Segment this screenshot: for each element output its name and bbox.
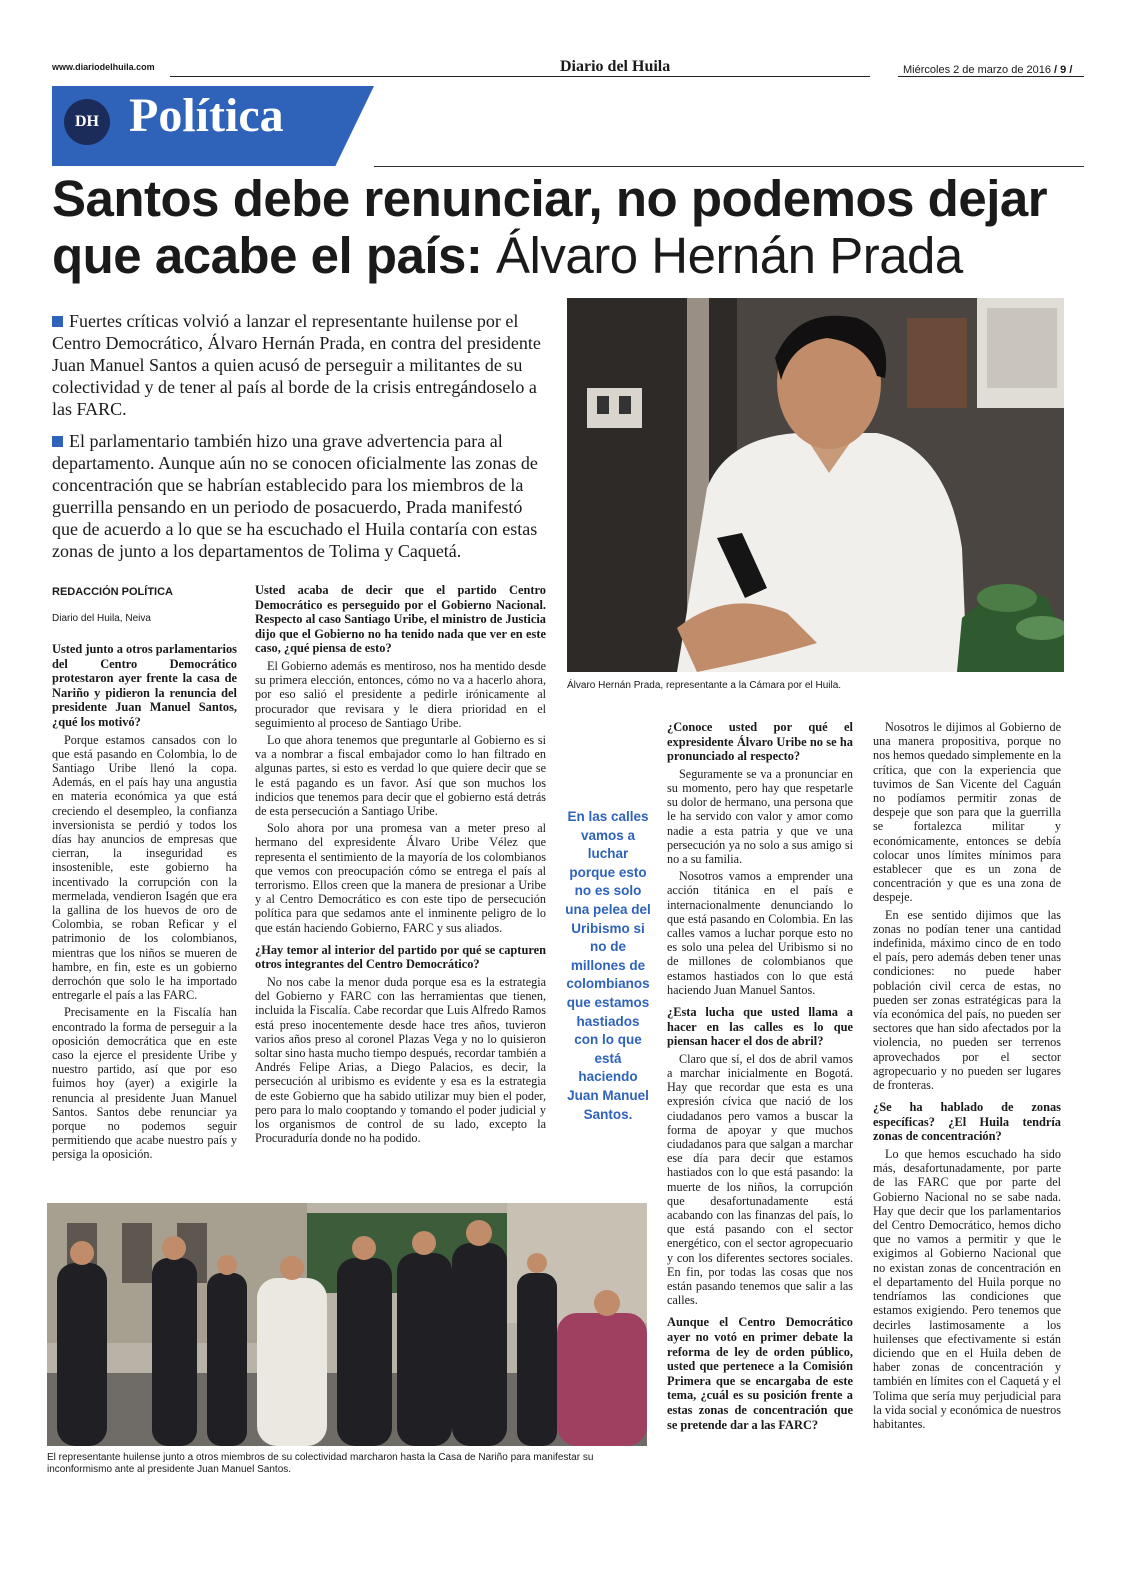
question: Aunque el Centro Democrático ayer no votó en primer debate la reforma de ley de orden público, usted que pertenece a la Comisión Primera que se encargaba de este tema, ¿cuál es su posición frente a estas zonas de concentración que se pretende dar a las FARC? xyxy=(667,1315,853,1432)
article-column-2 xyxy=(255,583,546,1148)
answer-paragraph: Nosotros le dijimos al Gobierno de una manera propositiva, porque no nos hemos quedado simplemente en la crítica, que con la experiencia que tuvimos de San Vicente del Caguán no podíamos permitir zonas de despeje que son para que la guerrilla se fortalezca militar y económicamente, entonces se debía colocar unos límites mínimos para establecer que es un zona de concentración y que es una zona de despeje. xyxy=(873,720,1061,905)
answer-paragraph: Nosotros vamos a emprender una acción titánica en el país e internacionalmente denunciando lo que está pasando en Colombia. En las calles vamos a luchar porque esto no es solo una pelea del Uribismo si no de millones de colombianos que estamos hastiados con lo que está haciendo Juan Manuel Santos. xyxy=(667,869,853,997)
bullet-square-icon xyxy=(52,436,63,447)
newspaper-name: Diario del Huila xyxy=(560,58,671,75)
march-caption: El representante huilense junto a otros miembros de su colectividad marcharon hasta la Casa de Nariño para manifestar su inconformismo ante al presidente Juan Manuel Santos. xyxy=(47,1452,594,1475)
issue-date xyxy=(903,64,1072,76)
lead-text-2: El parlamentario también hizo una grave advertencia para al departamento. Aunque aún no se conocen oficialmente las zonas de concentración que se habrían establecido para los miembros de la guerrilla pensando en un periodo de posacuerdo, Prada manifestó que de acuerdo a lo que se ha escuchado el Huila contaría con estas zonas de junto a los departamentos de Tolima y Caquetá. xyxy=(52,431,538,561)
banner-rule xyxy=(374,166,1084,167)
question: ¿Hay temor al interior del partido por qué se capturen otros integrantes del Centro Democrático? xyxy=(255,942,546,972)
header-rule xyxy=(170,76,870,77)
answer-paragraph: Lo que hemos escuchado ha sido más, desafortunadamente, por parte de las FARC que por parte del Gobierno Nacional no se sabe nada. Hay que decir que los parlamentarios del Centro Democrático, hemos dicho que no vamos a permitir y que le exigimos al Gobierno Nacional que no existan zonas de concentración en el departamento del Huila porque no tendríamos las condiciones que estamos exigiendo. Pero tenemos que decirles lastimosamente a los huilenses que efectivamente si están diciendo que en el Huila deben de haber zonas de concentración y también en límites con el Caquetá y el Tolima que sería muy perjudicial para la vida social y económica de nuestros habitantes. xyxy=(873,1147,1061,1431)
lead-paragraph-1 xyxy=(52,310,542,420)
portrait-photo xyxy=(567,298,1064,672)
bullet-square-icon xyxy=(52,316,63,327)
answer-paragraph: Solo ahora por una promesa van a meter preso al hermano del expresidente Álvaro Uribe Vélez que representa el sentimiento de la mayoría de los colombianos que vemos con preocupación cómo se entrega el país al terrorismo. Ellos creen que la manera de presionar a Uribe y al Centro Democrático es con este tipo de persecución política para que sedamos ante el inminente peligro de lo que están haciendo Gobierno, FARC y sus aliados. xyxy=(255,821,546,935)
question: ¿Se ha hablado de zonas específicas? ¿El Huila tendría zonas de concentración? xyxy=(873,1100,1061,1144)
headline xyxy=(52,170,1092,284)
site-url: www.diariodelhuila.com xyxy=(52,62,155,72)
dateline: Diario del Huila, Neiva xyxy=(52,613,151,624)
question: ¿Conoce usted por qué el expresidente Álvaro Uribe no se ha pronunciado al respecto? xyxy=(667,720,853,764)
section-title: Política xyxy=(129,89,284,142)
answer-paragraph: El Gobierno además es mentiroso, nos ha mentido desde su primera elección, entonces, cómo no va a hacerlo ahora, por eso salió el presidente a pedirle irónicamente al procurador que revisara y le diera prioridad en el seguimiento al proceso de Santiago Uribe. xyxy=(255,658,546,730)
headline-name: Álvaro Hernán Prada xyxy=(496,227,963,284)
march-illustration xyxy=(47,1203,647,1446)
answer-paragraph: En ese sentido dijimos que las zonas no podían tener una cantidad indefinida, máximo cinco de en todo el país, pero además deben tener unas condiciones: no puede haber población civil cerca de estas, no pueden ser zonas estratégicas para la vía económica del país, no pueden ser sectores que han sido afectados por la violencia, no pueden ser terrenos aprovechados por el sector agropecuario y no pueden ser lugares de fronteras. xyxy=(873,907,1061,1093)
answer-paragraph: Porque estamos cansados con lo que está pasando en Colombia, lo de Santiago Uribe llenó la copa. Además, en el país hay una angustia en materia económica ya que está creciendo el desempleo, la confianza inversionista se perdió y todos los días hay anuncios de empresas que cierran, la inseguridad es insostenible, este gobierno ha incentivado la corrupción con la mermelada, vendieron Isagén que era la gallina de los huevos de oro de Colombia, se roban Reficar y el patrimonio de los colombianos, mientras que los niños se mueren de hambre, en fin, este es un gobierno derrochón que solo le ha importado entregarle el país a las FARC. xyxy=(52,732,237,1003)
answer-paragraph: Claro que sí, el dos de abril vamos a marchar inicialmente en Bogotá. Hay que recordar que esta es una expresión cívica que nació de los ciudadanos pero vamos a buscar la forma de apoyar y que muchos ciudadanos para que salgan a marchar ese día para decir que estamos hastiados con lo que está pasando: la muerte de los niños, la corrupción que desafortunadamente está acabando con las finanzas del país, lo que está pasando con el sector energético, con el sector agropecuario y con los diferentes sectores sociales. En fin, por todas las cosas que nos están pasando tenemos que salir a las calles. xyxy=(667,1051,853,1308)
headline-main: Santos debe renunciar, no podemos dejar que acabe el país: xyxy=(52,170,1048,284)
answer-paragraph: Precisamente en la Fiscalía han encontrado la forma de perseguir a la oposición democrática que en este caso la ejerce el presidente Uribe y nuestro partido, así que por eso fuimos hoy (ayer) a exigirle la renuncia al presidente Juan Manuel Santos. Santos debe renunciar ya porque no podemos seguir permitiendo que acabe nuestro país y persiga la oposición. xyxy=(52,1005,237,1162)
lead-text-1: Fuertes críticas volvió a lanzar el representante huilense por el Centro Democrático, Álvaro Hernán Prada, en contra del presidente Juan Manuel Santos a quien acusó de perseguir a militantes de su colectividad y de tener al país al borde de la crisis entregándoselo a las FARC. xyxy=(52,311,541,419)
article-column-1 xyxy=(52,642,237,1165)
march-photo xyxy=(47,1203,647,1446)
lead-paragraph-2 xyxy=(52,430,542,562)
question: Usted acaba de decir que el partido Centro Democrático es perseguido por el Gobierno Nacional. Respecto al caso Santiago Uribe, el ministro de Justicia dijo que el Gobierno no ha tenido nada que ver en este caso, ¿qué piensa de esto? xyxy=(255,583,546,656)
page-number: / 9 / xyxy=(1054,64,1073,76)
question: ¿Esta lucha que usted llama a hacer en las calles es lo que piensan hacer el dos de abril? xyxy=(667,1005,853,1049)
question: Usted junto a otros parlamentarios del Centro Democrático protestaron ayer frente la casa de Nariño y pidieron la renuncia del presidente Juan Manuel Santos, ¿qué los motivó? xyxy=(52,642,237,729)
portrait-illustration xyxy=(567,298,1064,672)
byline: REDACCIÓN POLÍTICA xyxy=(52,586,173,598)
article-column-3 xyxy=(667,720,853,1435)
date-text: Miércoles 2 de marzo de 2016 xyxy=(903,64,1051,76)
dh-logo: DH xyxy=(64,99,110,145)
answer-paragraph: Lo que ahora tenemos que preguntarle al Gobierno es si va a nombrar a fiscal embajador como lo han filtrado en algunas partes, si esto es verdad lo que quiere decir que se le está pagando es un favor. Así que son muchos los indicios que tenemos para decir que el gobierno está detrás de esta persecución a Santiago Uribe. xyxy=(255,732,546,818)
answer-paragraph: No nos cabe la menor duda porque esa es la estrategia del Gobierno y FARC con las herramientas que tienen, incluida la Fiscalía. Cabe recordar que Luis Alfredo Ramos está preso inocentemente desde hace tres años, tuvieron varios años preso al coronel Plazas Vega y no lo quisieron soltar sino hasta mucho tiempo después, recordar también a Andrés Felipe Arias, a Diego Palacios, es decir, la persecución al uribismo es evidente y esa es la estrategia de este Gobierno que ha sabido utilizar muy bien el poder, pero para lo malo cooptando y tomando el poder judicial y los organismos de control de su lado, excepto la Procuraduría donde no ha podido. xyxy=(255,975,546,1146)
date-rule xyxy=(898,76,1084,77)
pull-quote: En las calles vamos a luchar porque esto no es solo una pelea del Uribismo si no de millones de colombianos que estamos hastiados con lo que está haciendo Juan Manuel Santos. xyxy=(565,809,651,1122)
answer-paragraph: Seguramente se va a pronunciar en su momento, pero hay que respetarle su dolor de hermano, una persona que le ha servido con valor y amor como nadie a esta patria y que ve una persecución ya no solo a sus amigo si no a su familia. xyxy=(667,766,853,866)
portrait-caption: Álvaro Hernán Prada, representante a la Cámara por el Huila. xyxy=(567,680,842,691)
article-column-4 xyxy=(873,720,1061,1434)
